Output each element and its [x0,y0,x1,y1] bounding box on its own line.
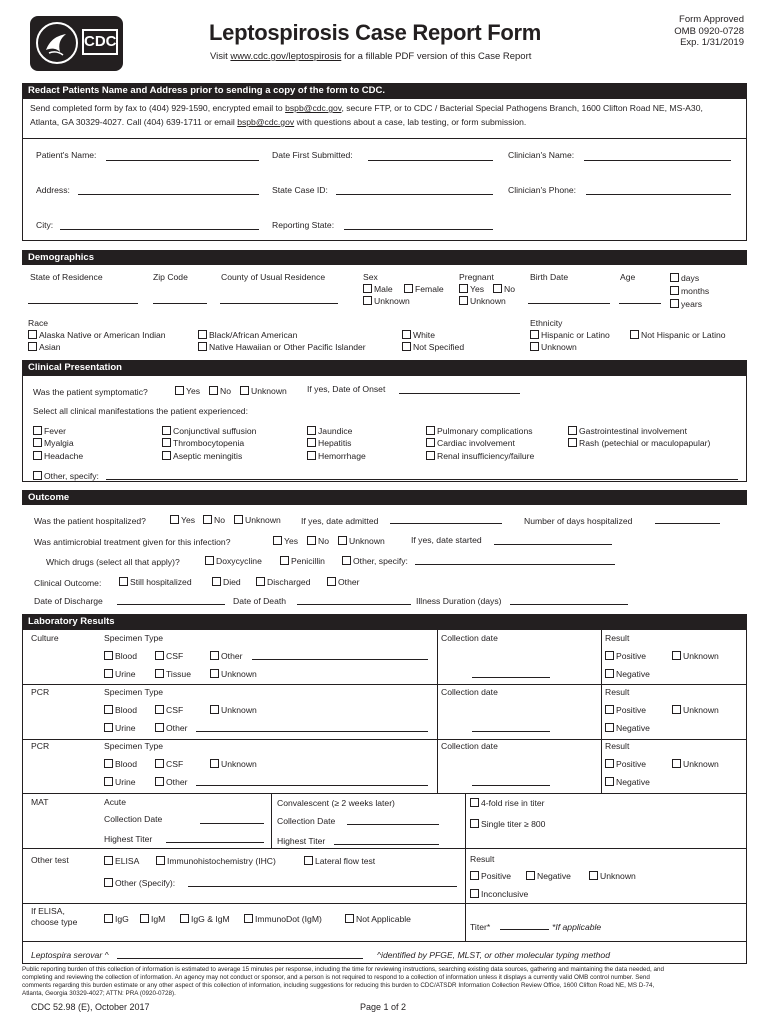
culture-collection-label: Collection date [441,633,498,643]
pcr1-positive[interactable]: Positive [605,705,646,715]
cardiac-checkbox[interactable]: Cardiac involvement [426,438,515,448]
pregnant-yes[interactable]: Yes [459,284,484,294]
days-hospitalized-label: Number of days hospitalized [524,516,633,526]
death-date-field[interactable] [297,604,411,605]
fever-checkbox[interactable]: Fever [33,426,66,436]
aseptic-checkbox[interactable]: Aseptic meningitis [162,451,242,461]
titer-field[interactable] [500,929,549,930]
other-drug-checkbox[interactable]: Other, specify: [342,556,408,566]
died-checkbox[interactable]: Died [212,577,241,587]
clinician-phone-label: Clinician's Phone: [508,185,577,195]
culture-urine[interactable]: Urine [104,669,136,679]
conv-collection-label: Collection Date [277,816,336,826]
onset-label: If yes, Date of Onset [307,384,386,394]
antimicrobial-yes[interactable]: Yes [273,536,298,546]
pcr1-other[interactable]: Other [155,723,188,733]
other-positive[interactable]: Positive [470,871,511,881]
patient-name-field[interactable] [106,160,259,161]
drugs-label: Which drugs (select all that apply)? [46,557,180,567]
ethnicity-label: Ethnicity [530,318,563,328]
acute-titer-field[interactable] [166,842,264,843]
burden-line-1: Public reporting burden of this collection of information is estimated to average 15 minutes per response, including the time for reviewing instructions, searching existing data sources, gathering and maintaining the data needed, and [22,966,664,973]
pcr2-positive[interactable]: Positive [605,759,646,769]
ethnicity-unknown[interactable]: Unknown [530,342,577,352]
age-years[interactable]: years [670,299,702,309]
other-manifestation-field[interactable] [106,479,738,480]
state-residence-field[interactable] [28,303,138,304]
conjunctival-checkbox[interactable]: Conjunctival suffusion [162,426,256,436]
form-id: CDC 52.98 (E), October 2017 [31,1002,150,1012]
penicillin-checkbox[interactable]: Penicillin [280,556,325,566]
age-field[interactable] [619,303,661,304]
reporting-state-field[interactable] [344,229,493,230]
symptomatic-unknown[interactable]: Unknown [240,386,287,396]
onset-field[interactable] [399,393,520,394]
sex-unknown[interactable]: Unknown [363,296,410,306]
other-specify-checkbox[interactable]: Other (Specify): [104,878,175,888]
address-label: Address: [36,185,70,195]
pcr1-csf[interactable]: CSF [155,705,183,715]
pcr2-blood[interactable]: Blood [104,759,137,769]
pcr2-csf[interactable]: CSF [155,759,183,769]
lateral-flow-checkbox[interactable]: Lateral flow test [304,856,375,866]
pregnant-label: Pregnant [459,272,494,282]
death-date-label: Date of Death [233,596,287,606]
other-result-label: Result [470,854,495,864]
birth-date-label: Birth Date [530,272,569,282]
discharged-checkbox[interactable]: Discharged [256,577,310,587]
myalgia-checkbox[interactable]: Myalgia [33,438,74,448]
page-title: Leptospirosis Case Report Form [209,20,542,45]
zip-field[interactable] [153,303,207,304]
pcr2-label: PCR [31,741,50,751]
sex-male[interactable]: Male [363,284,393,294]
symptomatic-yes[interactable]: Yes [175,386,200,396]
zip-label: Zip Code [153,272,188,282]
county-field[interactable] [220,303,338,304]
date-first-field[interactable] [368,160,493,161]
serovar-field[interactable] [117,958,363,959]
date-first-label: Date First Submitted: [272,150,353,160]
symptomatic-no[interactable]: No [209,386,231,396]
form-approval: Form Approved OMB 0920-0728 Exp. 1/31/2019 [674,14,744,48]
jaundice-checkbox[interactable]: Jaundice [307,426,352,436]
burden-line-4: Atlanta, Georgia 30329-4027; ATTN: PRA (0920-0728). [22,990,176,997]
email-link[interactable]: bspb@cdc.gov [285,103,342,113]
pcr2-other[interactable]: Other [155,777,188,787]
birth-date-field[interactable] [528,303,610,304]
culture-blood[interactable]: Blood [104,651,137,661]
pcr2-negative[interactable]: Negative [605,777,650,787]
conv-titer-field[interactable] [334,844,439,845]
started-label: If yes, date started [411,535,482,545]
headache-checkbox[interactable]: Headache [33,451,83,461]
pcr1-urine[interactable]: Urine [104,723,136,733]
other-manifestation-checkbox[interactable]: Other, specify: [33,471,99,481]
manifestations-label: Select all clinical manifestations the patient experienced: [33,406,248,416]
illness-duration-field[interactable] [510,604,628,605]
other-test-label: Other test [31,855,69,865]
pcr2-specimen-label: Specimen Type [104,741,164,751]
pcr2-unknown[interactable]: Unknown [210,759,257,769]
pcr2-collection-field[interactable] [472,785,550,786]
still-hospitalized-checkbox[interactable]: Still hospitalized [119,577,192,587]
lab-heading: Laboratory Results [22,614,747,629]
admitted-label: If yes, date admitted [301,516,379,526]
pregnant-unknown[interactable]: Unknown [459,296,506,306]
other-drug-field[interactable] [415,564,615,565]
conv-collection-field[interactable] [347,824,439,825]
igm-checkbox[interactable]: IgM [140,914,165,924]
pcr1-unknown-result[interactable]: Unknown [672,705,719,715]
sex-label: Sex [363,272,378,282]
pcr1-result-label: Result [605,687,630,697]
rash-checkbox[interactable]: Rash (petechial or maculopapular) [568,438,710,448]
email-link-2[interactable]: bspb@cdc.gov [237,117,295,127]
if-elisa-label: If ELISA, [31,906,65,916]
pcr2-other-field[interactable] [196,785,428,786]
acute-titer-label: Highest Titer [104,834,153,844]
address-field[interactable] [78,194,259,195]
leptospirosis-link[interactable]: www.cdc.gov/leptospirosis [230,51,342,62]
pulmonary-checkbox[interactable]: Pulmonary complications [426,426,533,436]
hepatitis-checkbox[interactable]: Hepatitis [307,438,351,448]
other-inconclusive[interactable]: Inconclusive [470,889,528,899]
renal-checkbox[interactable]: Renal insufficiency/failure [426,451,534,461]
demographics-heading: Demographics [22,250,747,265]
pcr2-urine[interactable]: Urine [104,777,136,787]
serovar-note: ^identified by PFGE, MLST, or other molecular typing method [377,950,610,960]
pcr1-label: PCR [31,687,50,697]
other-unknown[interactable]: Unknown [589,871,636,881]
race-nhpi[interactable]: Native Hawaiian or Other Pacific Islander [198,342,366,352]
pcr2-collection-label: Collection date [441,741,498,751]
clinician-name-label: Clinician's Name: [508,150,575,160]
mat-acute-label: Acute [104,797,126,807]
race-label: Race [28,318,49,328]
culture-tissue[interactable]: Tissue [155,669,191,679]
state-case-field[interactable] [336,194,493,195]
acute-collection-field[interactable] [200,823,264,824]
elisa-checkbox[interactable]: ELISA [104,856,139,866]
reporting-state-label: Reporting State: [272,220,335,230]
discharge-date-label: Date of Discharge [34,596,103,606]
pcr1-unknown[interactable]: Unknown [210,705,257,715]
clinician-phone-field[interactable] [586,194,731,195]
call-instructions: Atlanta, GA 30329-4027. Call (404) 639-1711 or email bspb@cdc.gov with questions about a case, lab testing, or form submission. [30,117,527,127]
hospitalized-label: Was the patient hospitalized? [34,516,146,526]
city-field[interactable] [60,229,259,230]
age-months[interactable]: months [670,286,709,296]
mat-label: MAT [31,797,49,807]
city-label: City: [36,220,54,230]
sex-female[interactable]: Female [404,284,444,294]
state-case-label: State Case ID: [272,185,328,195]
other-specify-field[interactable] [188,886,457,887]
ethnicity-not-hispanic[interactable]: Not Hispanic or Latino [630,330,726,340]
pcr1-blood[interactable]: Blood [104,705,137,715]
culture-other-field[interactable] [252,659,428,660]
outcome-heading: Outcome [22,490,747,505]
burden-line-3: comments regarding this burden estimate or any other aspect of this collection of information, including suggestions for reducing this burden to CDC/ATSDR Information Collection Review Office, 1600 Clifton Road NE, MS D-74, [22,982,655,989]
other-outcome-checkbox[interactable]: Other [327,577,360,587]
acute-collection-label: Collection Date [104,814,163,824]
race-white[interactable]: White [402,330,435,340]
race-aian[interactable]: Alaska Native or American Indian [28,330,166,340]
days-hospitalized-field[interactable] [655,523,720,524]
ethnicity-hispanic[interactable]: Hispanic or Latino [530,330,610,340]
visit-line: Visit www.cdc.gov/leptospirosis for a fillable PDF version of this Case Report [210,51,532,62]
conv-titer-label: Highest Titer [277,836,326,846]
antimicrobial-no[interactable]: No [307,536,329,546]
culture-result-label: Result [605,633,630,643]
county-label: County of Usual Residence [221,272,326,282]
race-asian[interactable]: Asian [28,342,61,352]
cdc-logo [30,16,123,71]
igg-checkbox[interactable]: IgG [104,914,129,924]
culture-negative[interactable]: Negative [605,669,650,679]
doxycycline-checkbox[interactable]: Doxycycline [205,556,262,566]
admitted-field[interactable] [390,523,502,524]
cdc-logo-text: CDC [82,29,118,55]
illness-duration-label: Illness Duration (days) [416,596,502,606]
fourfold-checkbox[interactable]: 4-fold rise in titer [470,798,545,808]
state-residence-label: State of Residence [30,272,103,282]
race-not-specified[interactable]: Not Specified [402,342,464,352]
pcr1-specimen-label: Specimen Type [104,687,164,697]
pregnant-no[interactable]: No [493,284,515,294]
thrombocytopenia-checkbox[interactable]: Thrombocytopenia [162,438,244,448]
culture-unknown[interactable]: Unknown [210,669,257,679]
igg-igm-checkbox[interactable]: IgG & IgM [180,914,230,924]
hemorrhage-checkbox[interactable]: Hemorrhage [307,451,366,461]
pcr1-collection-field[interactable] [472,731,550,732]
clinical-outcome-label: Clinical Outcome: [34,578,102,588]
gastro-checkbox[interactable]: Gastrointestinal involvement [568,426,687,436]
convalescent-label: Convalescent (≥ 2 weeks later) [277,798,395,808]
ihc-checkbox[interactable]: Immunohistochemistry (IHC) [156,856,276,866]
culture-specimen-label: Specimen Type [104,633,164,643]
age-days[interactable]: days [670,273,699,283]
hospitalized-yes[interactable]: Yes [170,515,195,525]
culture-other[interactable]: Other [210,651,243,661]
single-titer-checkbox[interactable]: Single titer ≥ 800 [470,819,545,829]
started-field[interactable] [494,544,612,545]
send-instructions: Send completed form by fax to (404) 929-1590, encrypted email to bspb@cdc.gov, secure FTP, or to CDC / Bacterial Special Pathogens Branch, 1600 Clifton Road NE, MS-A30, [30,103,703,113]
pcr2-unknown-result[interactable]: Unknown [672,759,719,769]
culture-positive[interactable]: Positive [605,651,646,661]
pcr2-result-label: Result [605,741,630,751]
titer-label: Titer* [470,922,491,932]
not-applicable-checkbox[interactable]: Not Applicable [345,914,411,924]
antimicrobial-label: Was antimicrobial treatment given for this infection? [34,537,231,547]
immunodot-checkbox[interactable]: ImmunoDot (IgM) [244,914,322,924]
redact-heading: Redact Patients Name and Address prior to sending a copy of the form to CDC. [22,83,747,98]
pcr1-other-field[interactable] [196,731,428,732]
discharge-date-field[interactable] [117,604,225,605]
hospitalized-no[interactable]: No [203,515,225,525]
age-label: Age [620,272,636,282]
culture-unknown-result[interactable]: Unknown [672,651,719,661]
antimicrobial-unknown[interactable]: Unknown [338,536,385,546]
pcr1-collection-label: Collection date [441,687,498,697]
if-applicable-note: *If applicable [552,922,602,932]
burden-line-2: completing and reviewing the collection of information. An agency may not conduct or sponsor, and a person is not required to respond to a collection of information unless it displays a currently valid OMB control number. Send [22,974,650,981]
patient-name-label: Patient's Name: [36,150,97,160]
culture-label: Culture [31,633,59,643]
symptomatic-label: Was the patient symptomatic? [33,387,148,397]
hospitalized-unknown[interactable]: Unknown [234,515,281,525]
hhs-seal-icon [36,22,78,64]
other-negative[interactable]: Negative [526,871,571,881]
choose-type-label: choose type [31,917,78,927]
culture-collection-field[interactable] [472,677,550,678]
pcr1-negative[interactable]: Negative [605,723,650,733]
clinical-heading: Clinical Presentation [22,360,747,375]
culture-csf[interactable]: CSF [155,651,183,661]
clinician-name-field[interactable] [584,160,731,161]
page-number: Page 1 of 2 [360,1002,407,1012]
serovar-label: Leptospira serovar ^ [31,950,109,960]
race-black[interactable]: Black/African American [198,330,297,340]
